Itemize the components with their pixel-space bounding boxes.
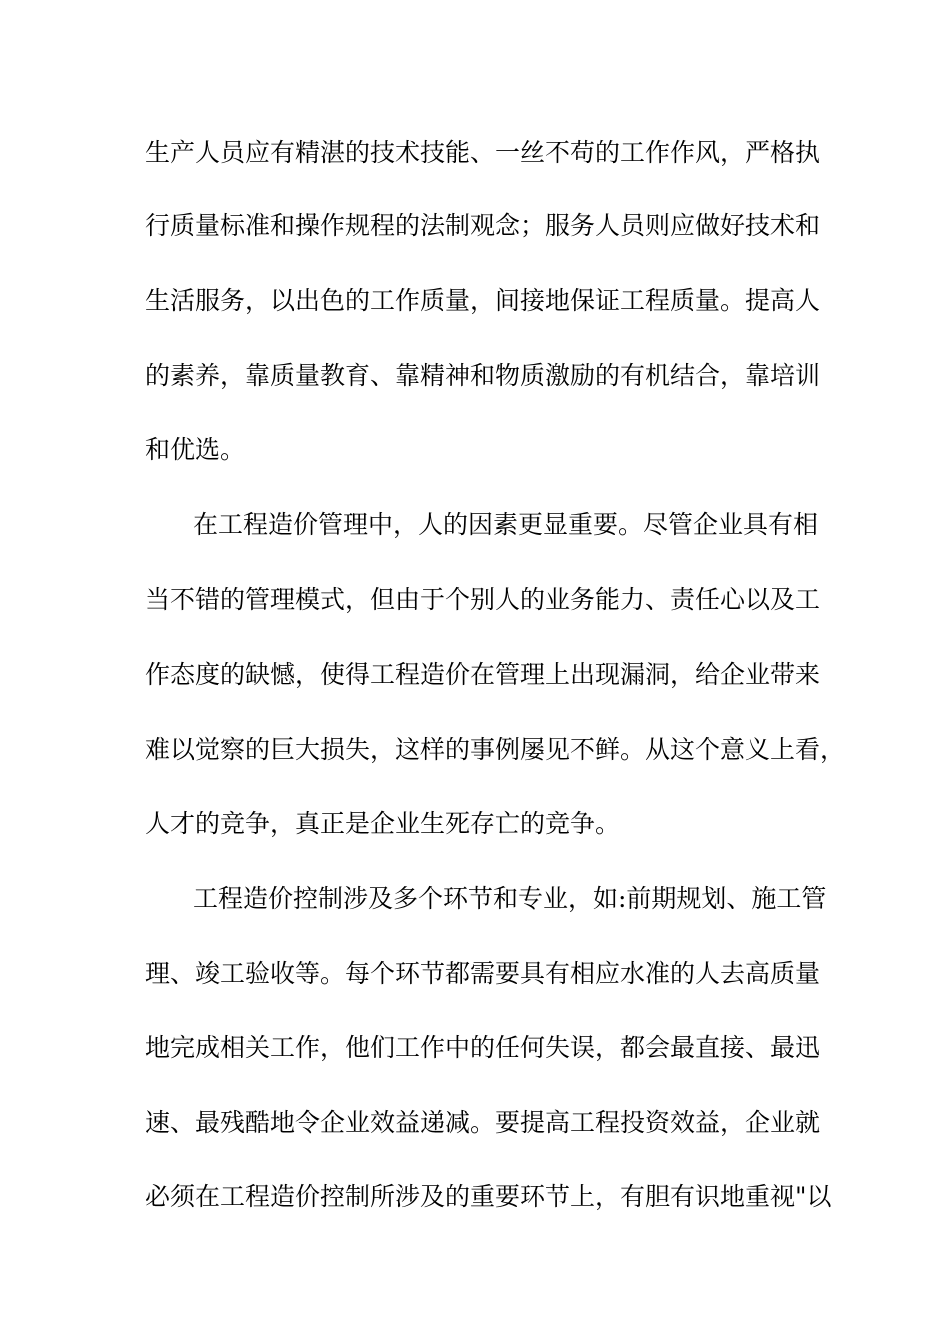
paragraph-first-line: 工程造价控制涉及多个环节和专业，如:前期规划、施工管	[193, 884, 827, 913]
text-line: 的素养，靠质量教育、靠精神和物质激励的有机结合，靠培训	[145, 361, 821, 390]
text-line: 行质量标准和操作规程的法制观念；服务人员则应做好技术和	[145, 211, 821, 240]
text-line: 生产人员应有精湛的技术技能、一丝不苟的工作作风，严格执	[145, 138, 821, 167]
text-line: 作态度的缺憾，使得工程造价在管理上出现漏洞，给企业带来	[145, 660, 821, 689]
text-line: 当不错的管理模式，但由于个别人的业务能力、责任心以及工	[145, 585, 821, 614]
text-line: 地完成相关工作，他们工作中的任何失误，都会最直接、最迅	[145, 1033, 821, 1062]
text-line: 必须在工程造价控制所涉及的重要环节上，有胆有识地重视"以	[145, 1182, 832, 1211]
text-line: 人才的竞争，真正是企业生死存亡的竞争。	[145, 809, 621, 838]
text-line: 生活服务，以出色的工作质量，间接地保证工程质量。提高人	[145, 286, 821, 315]
text-line: 难以觉察的巨大损失，这样的事例屡见不鲜。从这个意义上看，	[145, 735, 846, 764]
text-line: 速、最残酷地令企业效益递减。要提高工程投资效益，企业就	[145, 1108, 821, 1137]
paragraph-first-line: 在工程造价管理中，人的因素更显重要。尽管企业具有相	[193, 510, 819, 539]
text-line: 和优选。	[145, 435, 246, 464]
text-line: 理、竣工验收等。每个环节都需要具有相应水准的人去高质量	[145, 959, 821, 988]
